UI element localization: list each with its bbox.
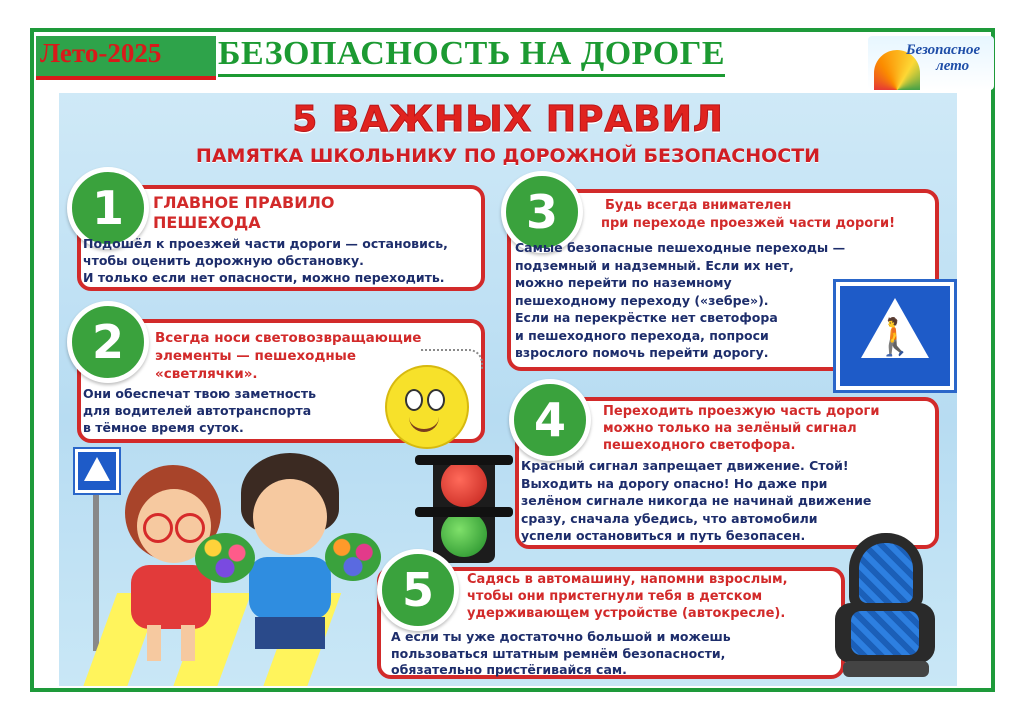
rule-2-body: Они обеспечат твою заметность для водителей автотранспорта в тёмное время суток.: [83, 386, 316, 435]
rule-number-5: 5: [377, 549, 459, 631]
rule-2-title: Всегда носи световозвращающие элементы — пешеходные «светлячки».: [155, 330, 422, 382]
pedestrian-crossing-sign-icon: 🚶: [833, 279, 957, 393]
poster-subtitle: ПАМЯТКА ШКОЛЬНИКУ ПО ДОРОЖНОЙ БЕЗОПАСНОСТИ: [195, 145, 821, 167]
child-car-seat-icon: [829, 533, 941, 683]
reflector-chain: [421, 349, 483, 369]
year-badge: [36, 36, 216, 76]
rule-1-body: Подошёл к проезжей части дороги — остановись, чтобы оценить дорожную обстановку. И только если нет опасности, можно переходить.: [83, 236, 448, 285]
rule-1-title: ГЛАВНОЕ ПРАВИЛО ПЕШЕХОДА: [153, 193, 335, 232]
poster-title: 5 ВАЖНЫХ ПРАВИЛ: [292, 99, 724, 140]
flowers-bouquet-1: [195, 533, 255, 583]
rule-4-title: Переходить проезжую часть дороги можно только на зелёный сигнал пешеходного светофора.: [603, 404, 880, 453]
rule-3-title: Будь всегда внимателен при переходе проезжей части дороги!: [601, 198, 896, 231]
rule-number-3: 3: [501, 171, 583, 253]
rule-5-body: А если ты уже достаточно большой и можешь пользоваться штатным ремнём безопасности, обязательно пристёгивайся сам.: [391, 629, 731, 677]
year-label: Лето-2025: [40, 38, 162, 68]
page-title: БЕЗОПАСНОСТЬ НА ДОРОГЕ: [218, 34, 725, 77]
rule-number-4: 4: [509, 379, 591, 461]
rule-number-1: 1: [67, 167, 149, 249]
small-crossing-sign-icon: [73, 447, 121, 495]
logo-text: Безопасное лето: [906, 42, 981, 74]
smiley-reflector-icon: [385, 365, 469, 449]
rule-5-title: Садясь в автомашину, напомни взрослым, чтобы они пристегнули тебя в детском удерживающем устройстве (автокресле).: [467, 572, 788, 621]
traffic-light-visor-bottom: [415, 507, 513, 517]
rule-4-body: Красный сигнал запрещает движение. Стой! Выходить на дорогу опасно! Но даже при зелёном сигнале никогда не начинай движение сразу, сначала убедись, что автомобили успели остановиться и путь безопасен.: [521, 458, 872, 543]
traffic-light-visor-top: [415, 455, 513, 465]
flowers-bouquet-2: [325, 533, 381, 581]
safe-summer-logo: [868, 36, 994, 90]
rule-3-body: Самые безопасные пешеходные переходы — подземный и надземный. Если их нет, можно перейти по наземному пешеходному переходу («зебре»). Если на перекрёстке нет светофора и пешеходного перехода, попроси взрослого помочь перейти дорогу.: [515, 240, 846, 360]
rule-number-2: 2: [67, 301, 149, 383]
year-underline: [36, 76, 216, 80]
safety-poster: [59, 93, 957, 686]
